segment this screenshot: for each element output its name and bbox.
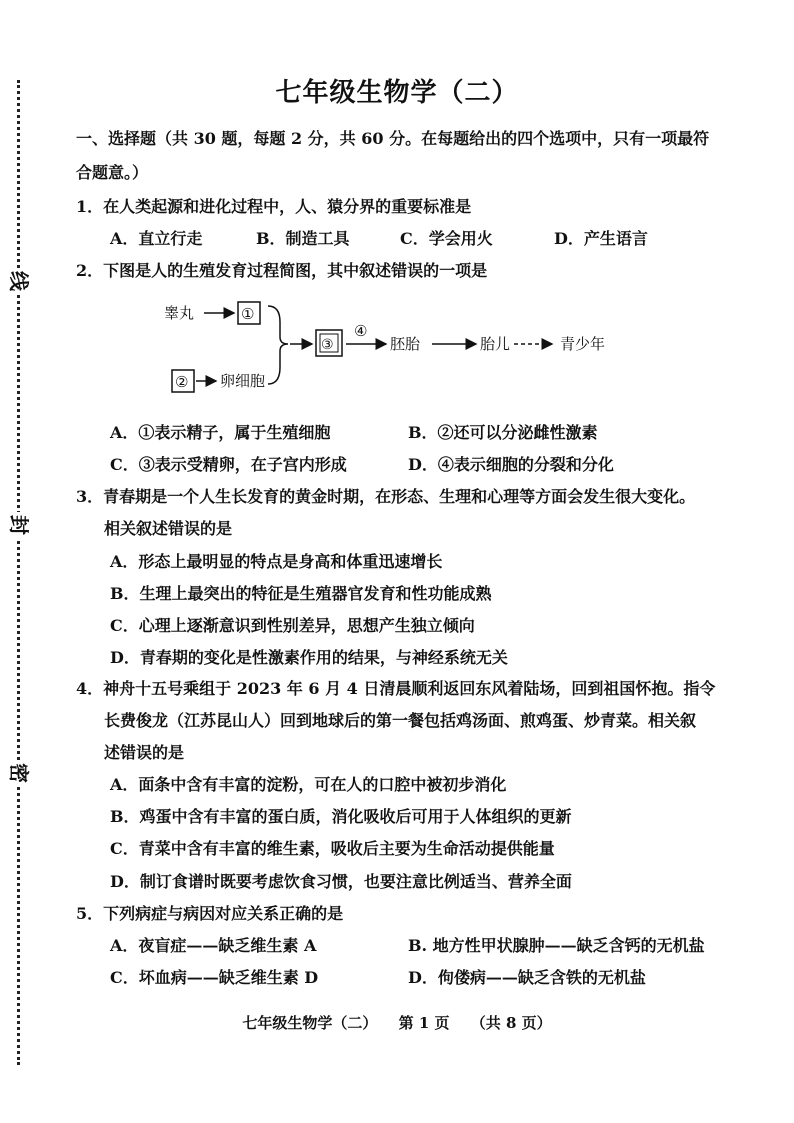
q2-option-a: A．①表示精子，属于生殖细胞 [110,423,331,442]
footer-subject: 七年级生物学（二） [242,1014,378,1032]
q3-option-d: D．青春期的变化是性激素作用的结果，与神经系统无关 [110,648,508,667]
q4-stem-line3: 述错误的是 [104,743,185,762]
diagram-ovum-label: 卵细胞 [220,372,266,390]
diagram-brace [268,306,288,384]
q2-option-d: D．④表示细胞的分裂和分化 [408,455,614,474]
page-footer [0,1012,794,1033]
footer-page-number: 第 1 页 [398,1014,450,1032]
q2-stem: 2．下图是人的生殖发育过程简图，其中叙述错误的一项是 [76,261,488,280]
q1-stem: 1．在人类起源和进化过程中，人、猿分界的重要标准是 [76,197,472,216]
q5-option-a: A．夜盲症——缺乏维生素 A [110,936,317,955]
q4-stem-line1: 4．神舟十五号乘组于 2023 年 6 月 4 日清晨顺利返回东风着陆场，回到祖国怀抱。指令 [76,679,716,698]
diagram-embryo-label: 胚胎 [390,335,421,353]
diagram-testis-label: 睾丸 [164,304,195,322]
q4-option-b: B．鸡蛋中含有丰富的蛋白质，消化吸收后可用于人体组织的更新 [110,807,572,826]
q5-option-c: C．坏血病——缺乏维生素 D [110,968,319,987]
q2-option-c: C．③表示受精卵，在子宫内形成 [110,455,347,474]
reproduction-diagram [160,292,630,402]
diagram-number-4: ④ [354,322,368,340]
diagram-number-1: ① [241,305,255,323]
diagram-youth-label: 青少年 [560,335,606,353]
diagram-number-2: ② [175,373,189,391]
q3-stem-line2: 相关叙述错误的是 [104,519,233,538]
section-instructions-line2: 合题意。） [76,163,149,182]
q3-option-c: C．心理上逐渐意识到性别差异，思想产生独立倾向 [110,616,475,635]
section-instructions-line1: 一、选择题（共 30 题，每题 2 分，共 60 分。在每题给出的四个选项中，只有一项最符 [76,129,710,148]
q3-stem-line1: 3．青春期是一个人生长发育的黄金时期，在形态、生理和心理等方面会发生很大变化。 [76,487,696,506]
binding-label-mi: 密 [6,760,32,786]
diagram-fetus-label: 胎儿 [480,335,511,353]
q4-stem-line2: 长费俊龙（江苏昆山人）回到地球后的第一餐包括鸡汤面、煎鸡蛋、炒青菜。相关叙 [104,711,697,730]
q4-option-a: A．面条中含有丰富的淀粉，可在人的口腔中被初步消化 [110,775,507,794]
q5-option-b: B. 地方性甲状腺肿——缺乏含钙的无机盐 [408,936,705,955]
q2-option-b: B．②还可以分泌雌性激素 [408,423,598,442]
q4-option-d: D．制订食谱时既要考虑饮食习惯，也要注意比例适当、营养全面 [110,872,572,891]
binding-dotted-line [17,80,20,1065]
binding-label-feng: 封 [6,512,32,538]
footer-total-pages: （共 8 页） [470,1014,552,1032]
q4-option-c: C．青菜中含有丰富的维生素，吸收后主要为生命活动提供能量 [110,839,555,858]
q1-option-a: A．直立行走 [110,229,203,248]
q3-option-a: A．形态上最明显的特点是身高和体重迅速增长 [110,552,443,571]
q5-option-d: D．佝偻病——缺乏含铁的无机盐 [408,968,646,987]
q1-option-d: D．产生语言 [554,229,648,248]
binding-label-xian: 线 [6,268,32,294]
q1-option-b: B．制造工具 [256,229,350,248]
q1-option-c: C．学会用火 [400,229,493,248]
page-title: 七年级生物学（二） [275,78,519,108]
diagram-number-3: ③ [321,337,334,353]
q5-stem: 5．下列病症与病因对应关系正确的是 [76,904,344,923]
q3-option-b: B．生理上最突出的特征是生殖器官发育和性功能成熟 [110,584,492,603]
